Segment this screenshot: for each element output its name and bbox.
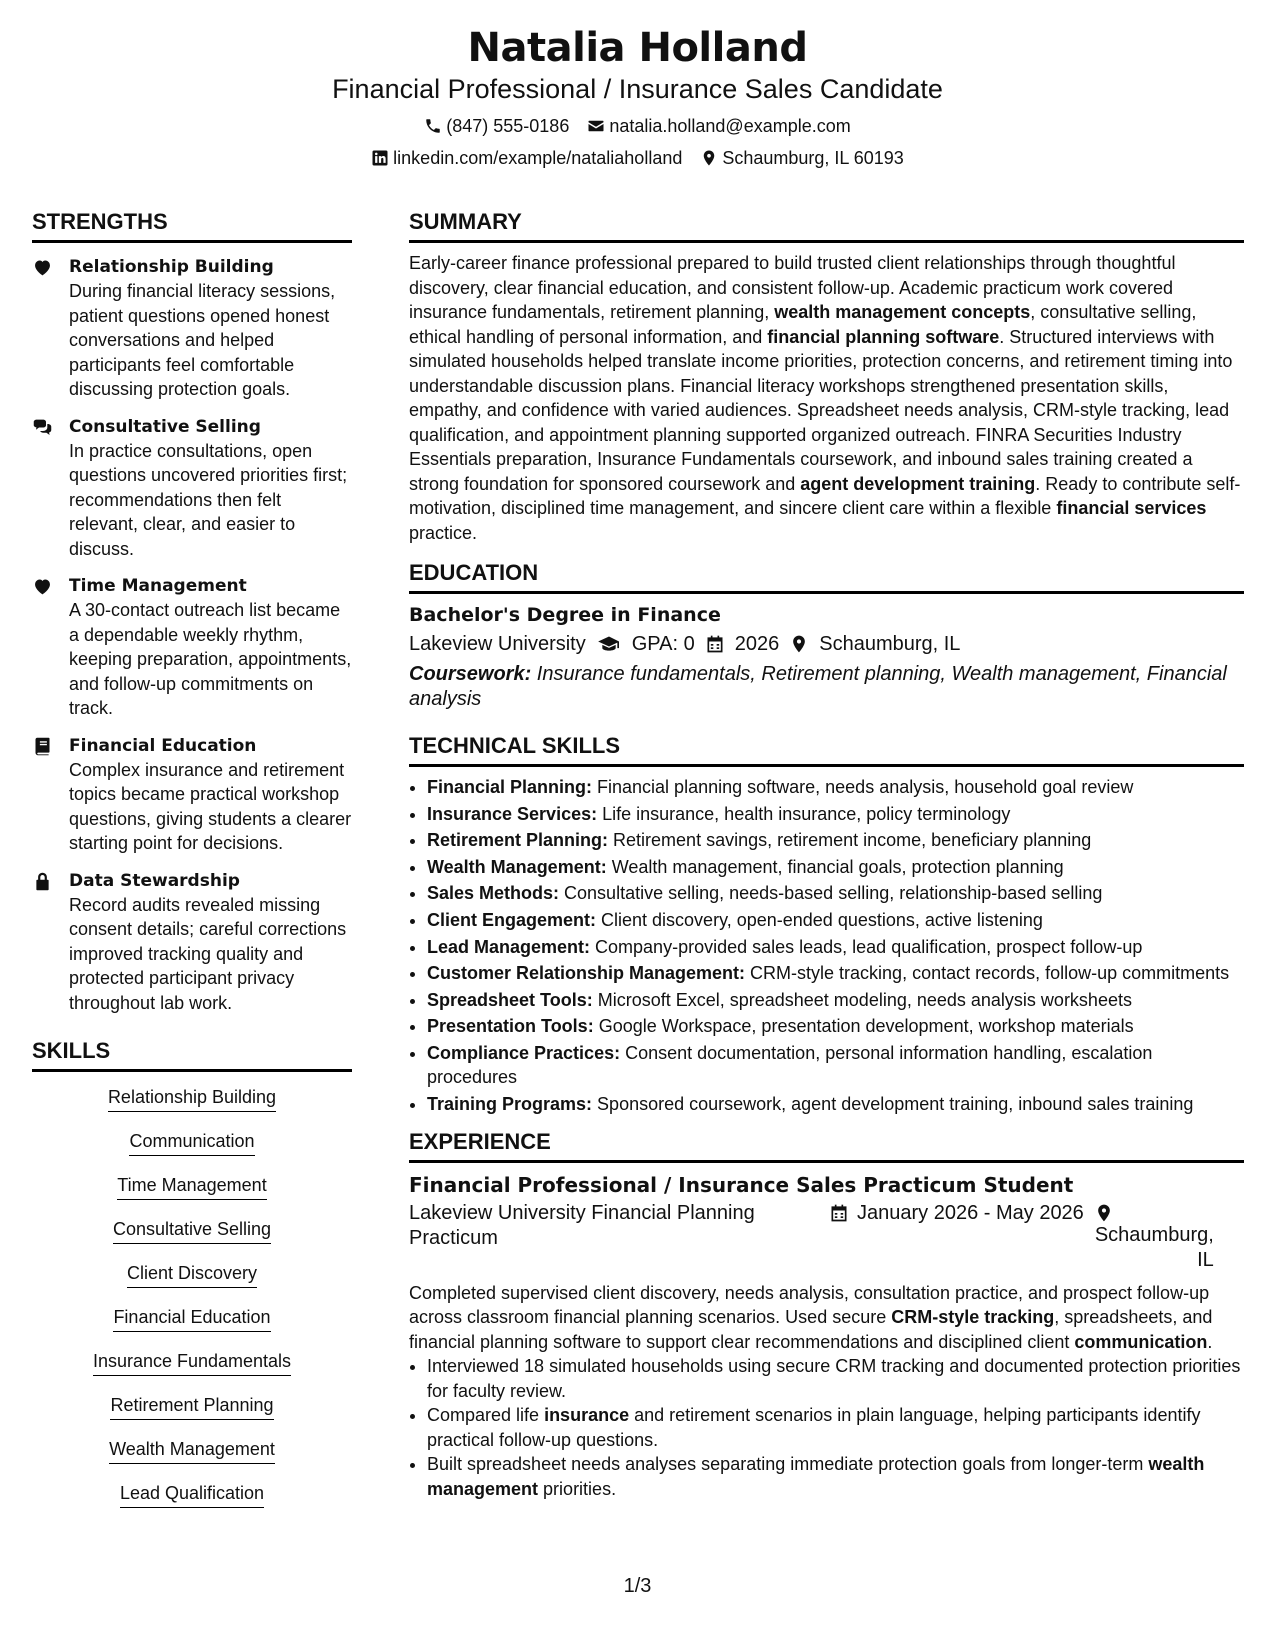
linkedin-icon (371, 149, 389, 167)
skill-tag: Financial Education (113, 1306, 270, 1332)
strength-title: Time Management (69, 576, 247, 596)
job-bullets (409, 1354, 1244, 1501)
strength-item (32, 734, 352, 856)
skills-list (32, 1086, 352, 1526)
calendar-icon (705, 634, 725, 654)
skill-category: Spreadsheet Tools: (427, 989, 593, 1010)
technical-skills-list (409, 775, 1244, 1116)
skill-values: Consent documentation, personal information handling, escalation procedures (427, 1042, 1153, 1087)
linkedin-link[interactable]: linkedin.com/example/nataliaholland (393, 148, 683, 168)
left-column (32, 208, 352, 1526)
emphasized-text: financial planning software (767, 326, 1000, 347)
summary-heading: SUMMARY (409, 208, 1244, 243)
summary-text (409, 251, 1244, 545)
phone-contact (424, 114, 569, 138)
skill-values: Retirement savings, retirement income, beneficiary planning (608, 830, 1092, 851)
skill-category: Wealth Management: (427, 856, 607, 877)
education-heading: EDUCATION (409, 559, 1244, 594)
text-segment: Compared life (427, 1405, 545, 1426)
strength-item (32, 255, 352, 402)
technical-skills-heading: TECHNICAL SKILLS (409, 732, 1244, 767)
strength-description: A 30-contact outreach list became a dependable weekly rhythm, keeping preparation, appointments, and follow-up commitments on track. (69, 600, 352, 718)
job-description (409, 1281, 1244, 1355)
emphasized-text: agent development training (800, 473, 1036, 494)
skill-tag: Consultative Selling (113, 1218, 271, 1244)
phone-icon (424, 117, 442, 135)
list-item (427, 1092, 1244, 1116)
skills-heading: SKILLS (32, 1037, 352, 1072)
heart-icon (32, 257, 53, 278)
contact-row-1 (0, 114, 1275, 138)
skill-values: Google Workspace, presentation development, workshop materials (593, 1016, 1134, 1037)
email-link[interactable]: natalia.holland@example.com (609, 116, 851, 136)
text-segment: Built spreadsheet needs analyses separating immediate protection goals from longer-term (427, 1454, 1149, 1475)
skill-values: Sponsored coursework, agent development training, inbound sales training (592, 1093, 1194, 1114)
strength-description: In practice consultations, open questions uncovered priorities first; recommendations then felt relevant, clear, and easier to discuss. (69, 440, 348, 559)
skill-values: Client discovery, open-ended questions, active listening (596, 909, 1043, 930)
list-item (427, 908, 1244, 932)
location-text: Schaumburg, IL 60193 (722, 148, 904, 168)
strength-title: Relationship Building (69, 257, 274, 277)
text-segment: and retirement scenarios in plain language, helping participants identify practical follow-up questions. (427, 1405, 1201, 1450)
skill-values: CRM-style tracking, contact records, follow-up commitments (745, 963, 1230, 984)
emphasized-text: wealth management (427, 1454, 1205, 1499)
emphasized-text: insurance (544, 1405, 630, 1426)
skill-category: Presentation Tools: (427, 1016, 594, 1037)
skill-category: Lead Management: (427, 936, 591, 957)
experience-heading: EXPERIENCE (409, 1128, 1244, 1163)
email-contact[interactable] (587, 114, 850, 138)
graduation-year: 2026 (734, 633, 780, 655)
skill-values: Microsoft Excel, spreadsheet modeling, needs analysis worksheets (592, 989, 1132, 1010)
linkedin-contact[interactable] (371, 146, 682, 170)
skill-tag: Insurance Fundamentals (93, 1350, 291, 1376)
list-item (427, 961, 1244, 985)
skill-tag: Wealth Management (109, 1438, 275, 1464)
skill-category: Retirement Planning: (427, 830, 609, 851)
strength-title: Data Stewardship (69, 870, 240, 891)
skill-tag: Communication (129, 1130, 254, 1156)
job-location (1094, 1201, 1214, 1273)
job-dates (829, 1201, 1084, 1273)
strengths-heading: STRENGTHS (32, 208, 352, 243)
text-segment: Completed supervised client discovery, needs analysis, consultation practice, and prospect follow-up across classroom financial planning scenarios. Used secure (409, 1282, 1210, 1328)
strength-description: During financial literacy sessions, patient questions opened honest conversations and helped participants feel comfortable discussing protection goals. (69, 281, 336, 399)
skill-tag: Client Discovery (127, 1262, 257, 1288)
skill-values: Life insurance, health insurance, policy terminology (597, 803, 1011, 824)
lock-icon (32, 871, 53, 892)
skill-tag: Time Management (117, 1174, 266, 1200)
emphasized-text: CRM-style tracking (891, 1307, 1055, 1328)
coursework-label: Coursework: (409, 663, 532, 685)
graduation-cap-icon (596, 634, 622, 654)
text-segment: . (1207, 1331, 1213, 1352)
coursework (409, 662, 1244, 712)
text-segment: . Structured interviews with simulated households helped translate income priorities, protection concerns, and retirement timing into understandable discussion plans. Financial literacy workshops strengthened presentation skills, empathy, and confidence with varied audiences. Spreadsheet needs analysis, CRM-style tracking, lead qualification, and appointment planning supported organized outreach. FINRA Securities Industry Essentials preparation, Insurance Fundamentals coursework, and inbound sales training created a strong foundation for sponsored coursework and (409, 326, 1233, 494)
skill-category: Sales Methods: (427, 883, 560, 904)
coursework-text: Insurance fundamentals, Retirement planning, Wealth management, Financial analysis (409, 663, 1227, 710)
gpa-text: GPA: 0 (631, 633, 695, 655)
skill-category: Training Programs: (427, 1093, 593, 1114)
heart-icon (32, 576, 53, 597)
skill-tag: Retirement Planning (110, 1394, 273, 1420)
phone-text: (847) 555-0186 (446, 116, 570, 136)
strength-description: Complex insurance and retirement topics became practical workshop questions, giving students a clearer starting point for decisions. (69, 759, 352, 853)
list-item (427, 1041, 1244, 1089)
education-meta (409, 630, 1244, 658)
emphasized-text: financial services (1056, 498, 1207, 518)
skill-category: Compliance Practices: (427, 1042, 621, 1063)
contact-row-2 (0, 146, 1275, 170)
candidate-headline: Financial Professional / Insurance Sales Candidate (332, 74, 943, 104)
skill-tag: Relationship Building (108, 1086, 276, 1112)
skill-category: Financial Planning: (427, 777, 593, 797)
strength-item (32, 574, 352, 721)
text-segment: , consultative selling, ethical handling of personal information, and (409, 302, 1197, 347)
skill-values: Consultative selling, needs-based selling, relationship-based selling (559, 883, 1103, 904)
list-item (427, 855, 1244, 879)
map-pin-icon (789, 634, 809, 654)
skill-category: Customer Relationship Management: (427, 963, 746, 984)
list-item (427, 828, 1244, 852)
list-item (427, 988, 1244, 1012)
skill-category: Insurance Services: (427, 803, 598, 824)
list-item (427, 1403, 1244, 1452)
envelope-icon (587, 117, 605, 135)
text-segment: , spreadsheets, and financial planning software to support clear recommendations and disciplined client (409, 1307, 1213, 1352)
list-item (427, 802, 1244, 826)
resume-header (0, 22, 1275, 170)
skill-values: Financial planning software, needs analysis, household goal review (592, 777, 1134, 797)
list-item (427, 1014, 1244, 1038)
strength-item (32, 415, 352, 562)
school-location: Schaumburg, IL (819, 633, 961, 655)
book-icon (32, 736, 53, 757)
text-segment: . Ready to contribute self-motivation, disciplined time management, and sincere client care within a flexible (409, 473, 1241, 518)
job-date-range: January 2026 - May 2026 (857, 1201, 1084, 1224)
strength-item (32, 869, 352, 1016)
list-item (427, 935, 1244, 959)
right-column (409, 208, 1244, 1501)
list-item (427, 1452, 1244, 1501)
list-item (427, 775, 1244, 799)
skill-tag: Lead Qualification (120, 1482, 264, 1508)
text-segment: Early-career finance professional prepared to build trusted client relationships through thoughtful discovery, clear financial education, and consistent follow-up. Academic practicum work covered insurance fundamentals, retirement planning, (409, 253, 1176, 322)
page-number: 1/3 (623, 1575, 652, 1597)
text-segment: priorities. (538, 1478, 617, 1499)
job-location-text: Schaumburg, IL (1094, 1223, 1214, 1271)
strength-title: Financial Education (69, 735, 257, 756)
map-pin-icon (1094, 1203, 1114, 1223)
text-segment: practice. (409, 522, 478, 543)
emphasized-text: communication (1074, 1331, 1208, 1352)
text-segment: Interviewed 18 simulated households using secure CRM tracking and documented protection priorities for faculty review. (427, 1356, 1241, 1401)
location-contact (700, 146, 903, 170)
candidate-name: Natalia Holland (467, 25, 808, 71)
strength-description: Record audits revealed missing consent details; careful corrections improved tracking quality and protected participant privacy throughout lab work. (69, 894, 347, 1013)
skill-category: Client Engagement: (427, 909, 597, 930)
emphasized-text: wealth management concepts (774, 302, 1031, 322)
school-name: Lakeview University (409, 633, 586, 655)
chat-icon (32, 417, 53, 438)
degree-title: Bachelor's Degree in Finance (409, 604, 721, 626)
skill-values: Wealth management, financial goals, protection planning (606, 856, 1064, 877)
skill-values: Company-provided sales leads, lead qualification, prospect follow-up (590, 936, 1143, 957)
map-pin-icon (700, 149, 718, 167)
job-organization: Lakeview University Financial Planning Practicum (409, 1201, 755, 1249)
list-item (427, 1354, 1244, 1403)
calendar-icon (829, 1203, 849, 1223)
job-meta (409, 1201, 1244, 1273)
strength-title: Consultative Selling (69, 416, 261, 437)
job-title: Financial Professional / Insurance Sales Practicum Student (409, 1172, 1074, 1197)
list-item (427, 881, 1244, 905)
